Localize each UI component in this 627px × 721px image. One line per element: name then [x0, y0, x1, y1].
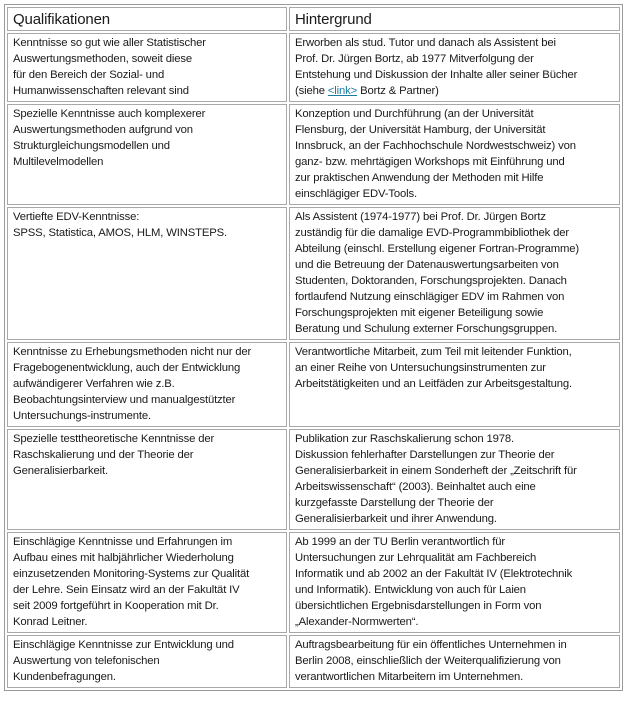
- text-line: Innsbruck, an der Fachhochschule Nordwestschweiz) von: [295, 140, 576, 152]
- bortz-link[interactable]: <link>: [327, 85, 358, 97]
- text-line: Kundenbefragungen.: [13, 671, 116, 683]
- text-line: Spezielle Kenntnisse auch komplexerer: [13, 108, 206, 120]
- text-line: Informatik und ab 2002 an der Fakultät IV (Elektrotechnik: [295, 568, 573, 580]
- text-line: Kenntnisse so gut wie aller Statistischer: [13, 37, 206, 49]
- text-line: Generalisierbarkeit in einem Sonderheft der „Zeitschrift für: [295, 465, 577, 477]
- qualification-cell: [7, 532, 287, 633]
- text-line: Erworben als stud. Tutor und danach als Assistent bei: [295, 37, 556, 49]
- text-line: Untersuchungen zur Lehrqualität am Fachbereich: [295, 552, 537, 564]
- background-cell: [289, 635, 620, 688]
- header-hintergrund: Hintergrund: [289, 7, 620, 31]
- text-line: Auswertungsmethoden aufgrund von: [13, 124, 193, 136]
- link-suffix: Bortz & Partner): [357, 85, 439, 97]
- text-line: Strukturgleichungsmodellen und: [13, 140, 170, 152]
- text-line: Publikation zur Raschskalierung schon 1978.: [295, 433, 514, 445]
- text-line: Generalisierbarkeit und ihrer Anwendung.: [295, 513, 497, 525]
- text-line: Konzeption und Durchführung (an der Universität: [295, 108, 534, 120]
- text-line: Multilevelmodellen: [13, 156, 104, 168]
- text-line: verantwortlichen Mitarbeitern im Unternehmen.: [295, 671, 524, 683]
- text-line: Vertiefte EDV-Kenntnisse:: [13, 211, 140, 223]
- text-line: zuständig für die damalige EVD-Programmbibliothek der: [295, 227, 569, 239]
- text-line: seit 2009 fortgeführt in Kooperation mit Dr.: [13, 600, 219, 612]
- table-row: [7, 635, 620, 688]
- qualifications-table: [4, 4, 623, 691]
- text-line: Generalisierbarkeit.: [13, 465, 108, 477]
- text-line: Arbeitswissenschaft“ (2003). Beinhaltet auch eine: [295, 481, 536, 493]
- text-line: Berlin 2008, einschließlich der Weiterqualifizierung von: [295, 655, 561, 667]
- text-line: Als Assistent (1974-1977) bei Prof. Dr. Jürgen Bortz: [295, 211, 546, 223]
- text-line: Beratung und Schulung externer Forschungsgruppen.: [295, 323, 558, 335]
- text-line: und die Betreuung der Datenauswertungsarbeiten von: [295, 259, 559, 271]
- header-qualifikationen: Qualifikationen: [7, 7, 287, 31]
- text-line: Auswertungsmethoden, soweit diese: [13, 53, 193, 65]
- qualification-cell: [7, 33, 287, 102]
- document: [4, 4, 623, 691]
- background-cell: [289, 104, 620, 205]
- table-row: [7, 104, 620, 205]
- text-line: Abteilung (einschl. Erstellung eigener Fortran-Programme): [295, 243, 580, 255]
- table-row: [7, 429, 620, 530]
- text-line: ganz- bzw. mehrtägigen Workshops mit Einführung und: [295, 156, 565, 168]
- background-cell: [289, 532, 620, 633]
- table-row: [7, 207, 620, 340]
- text-line: und Informatik). Entwicklung von auch für Laien: [295, 584, 526, 596]
- table-row: [7, 342, 620, 427]
- text-line: Aufbau eines mit halbjährlicher Wiederholung: [13, 552, 234, 564]
- text-line: einschlägiger EDV-Tools.: [295, 188, 417, 200]
- text-line: Raschskalierung und der Theorie der: [13, 449, 194, 461]
- text-line: Arbeitstätigkeiten und an Leitfäden zur Arbeitsgestaltung.: [295, 378, 573, 390]
- qualification-cell: [7, 635, 287, 688]
- background-cell: [289, 429, 620, 530]
- qualification-cell: [7, 429, 287, 530]
- text-line: Auftragsbearbeitung für ein öffentliches Unternehmen in: [295, 639, 567, 651]
- text-line: Einschlägige Kenntnisse zur Entwicklung und: [13, 639, 234, 651]
- text-line: zur praktischen Anwendung der Methoden mit Hilfe: [295, 172, 544, 184]
- table-row: [7, 532, 620, 633]
- text-line: einzusetzenden Monitoring-Systems zur Qualität: [13, 568, 250, 580]
- text-line: kurzgefasste Darstellung der Theorie der: [295, 497, 494, 509]
- text-line: Entstehung und Diskussion der Inhalte aller seiner Bücher: [295, 69, 578, 81]
- background-cell: [289, 207, 620, 340]
- text-line: Ab 1999 an der TU Berlin verantwortlich für: [295, 536, 505, 548]
- text-line-with-link: [295, 83, 614, 99]
- text-line: aufwändigerer Verfahren wie z.B.: [13, 378, 175, 390]
- text-line: Beobachtungsinterview und manualgestützter: [13, 394, 236, 406]
- text-line: an einer Reihe von Untersuchungsinstrumenten zur: [295, 362, 546, 374]
- text-line: Verantwortliche Mitarbeit, zum Teil mit leitender Funktion,: [295, 346, 572, 358]
- header-row: [7, 7, 620, 31]
- text-line: Fragebogenentwicklung, auch der Entwicklung: [13, 362, 241, 374]
- text-line: Auswertung von telefonischen: [13, 655, 160, 667]
- text-line: Humanwissenschaften relevant sind: [13, 85, 189, 97]
- qualification-cell: [7, 104, 287, 205]
- text-line: Prof. Dr. Jürgen Bortz, ab 1977 Mitverfolgung der: [295, 53, 534, 65]
- text-line: Konrad Leitner.: [13, 616, 88, 628]
- text-line: Diskussion fehlerhafter Darstellungen zur Theorie der: [295, 449, 555, 461]
- text-line: Untersuchungs-instrumente.: [13, 410, 152, 422]
- text-line: Forschungsprojekten mit eigener Beteiligung sowie: [295, 307, 544, 319]
- text-line: Flensburg, der Universität Hamburg, der Universität: [295, 124, 546, 136]
- text-line: für den Bereich der Sozial- und: [13, 69, 165, 81]
- link-prefix: (siehe: [295, 85, 328, 97]
- text-line: übersichtlichen Ergebnisdarstellungen in Form von: [295, 600, 542, 612]
- text-line: fortlaufend Nutzung einschlägiger EDV im Rahmen von: [295, 291, 565, 303]
- text-line: Studenten, Doktoranden, Forschungsprojekten. Danach: [295, 275, 567, 287]
- text-line: der Lehre. Sein Einsatz wird an der Fakultät IV: [13, 584, 240, 596]
- text-line: „Alexander-Normwerten“.: [295, 616, 419, 628]
- text-line: Einschlägige Kenntnisse und Erfahrungen im: [13, 536, 233, 548]
- qualification-cell: [7, 342, 287, 427]
- table-row: [7, 33, 620, 102]
- text-line: Kenntnisse zu Erhebungsmethoden nicht nur der: [13, 346, 252, 358]
- background-cell: [289, 342, 620, 427]
- text-line: SPSS, Statistica, AMOS, HLM, WINSTEPS.: [13, 227, 228, 239]
- qualification-cell: [7, 207, 287, 340]
- text-line: Spezielle testtheoretische Kenntnisse der: [13, 433, 215, 445]
- background-cell: [289, 33, 620, 102]
